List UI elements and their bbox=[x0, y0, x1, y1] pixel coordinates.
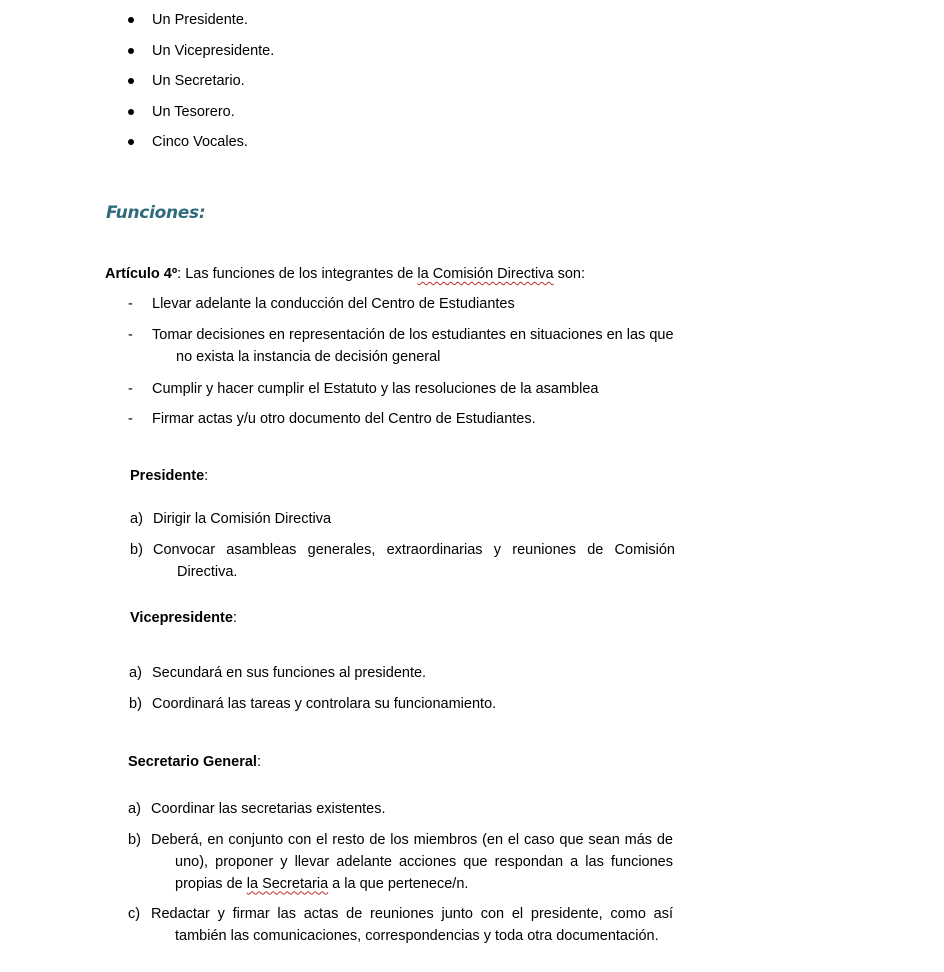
vicepresidente-list bbox=[129, 662, 675, 723]
vicepresidente-heading: Vicepresidente: bbox=[130, 610, 237, 626]
members-list bbox=[0, 9, 274, 162]
spellcheck-underline: la Comisión Directiva bbox=[417, 266, 554, 282]
list-item: a) Coordinar las secretarias existentes. bbox=[128, 801, 386, 817]
list-item: - Tomar decisiones en representación de los estudiantes en situaciones en las que no exista la instancia de decisión general bbox=[0, 324, 680, 368]
list-item: Cinco Vocales. bbox=[0, 131, 274, 162]
presidente-list bbox=[130, 508, 675, 591]
bullet-icon bbox=[128, 17, 134, 23]
section-heading: Funciones: bbox=[106, 203, 206, 223]
list-item: b) Convocar asambleas generales, extraordinarias y reuniones de Comisión Directiva. bbox=[130, 541, 675, 580]
presidente-heading: Presidente: bbox=[130, 468, 209, 484]
list-item: c) Redactar y firmar las actas de reuniones junto con el presidente, como así también las comunicaciones, correspondencias y toda otra documentación. bbox=[128, 906, 673, 944]
dash-marker: - bbox=[128, 296, 133, 312]
article-paragraph: Artículo 4º: Las funciones de los integrantes de la Comisión Directiva son: bbox=[105, 266, 586, 282]
list-item: - Llevar adelante la conducción del Centro de Estudiantes bbox=[0, 293, 680, 315]
list-item: a) Secundará en sus funciones al presidente. bbox=[129, 665, 427, 681]
list-item: Un Tesorero. bbox=[0, 101, 274, 132]
list-item: Un Vicepresidente. bbox=[0, 40, 274, 71]
list-item: b) Deberá, en conjunto con el resto de los miembros (en el caso que sean más de uno), proponer y llevar adelante acciones que respondan a las funciones propias de la Secretaria a la que pertenece/n. bbox=[128, 831, 673, 892]
secretario-heading: Secretario General: bbox=[128, 754, 261, 770]
bullet-icon bbox=[128, 139, 134, 145]
dash-marker: - bbox=[128, 326, 133, 343]
dash-marker: - bbox=[128, 380, 133, 397]
secretario-list bbox=[128, 798, 673, 956]
list-item: - Cumplir y hacer cumplir el Estatuto y las resoluciones de la asamblea bbox=[0, 378, 680, 400]
list-item: Un Presidente. bbox=[0, 9, 274, 40]
list-item: a) Dirigir la Comisión Directiva bbox=[130, 511, 332, 527]
list-item: Un Secretario. bbox=[0, 70, 274, 101]
spellcheck-underline: la Secretaria bbox=[246, 875, 329, 892]
bullet-icon bbox=[128, 78, 134, 84]
dash-marker: - bbox=[128, 411, 133, 427]
list-item: b) Coordinará las tareas y controlara su funcionamiento. bbox=[129, 695, 497, 712]
bullet-icon bbox=[128, 109, 134, 115]
bullet-icon bbox=[128, 48, 134, 54]
article-label: Artículo 4º bbox=[105, 266, 178, 282]
functions-list bbox=[0, 293, 680, 439]
list-item: - Firmar actas y/u otro documento del Centro de Estudiantes. bbox=[0, 408, 680, 430]
